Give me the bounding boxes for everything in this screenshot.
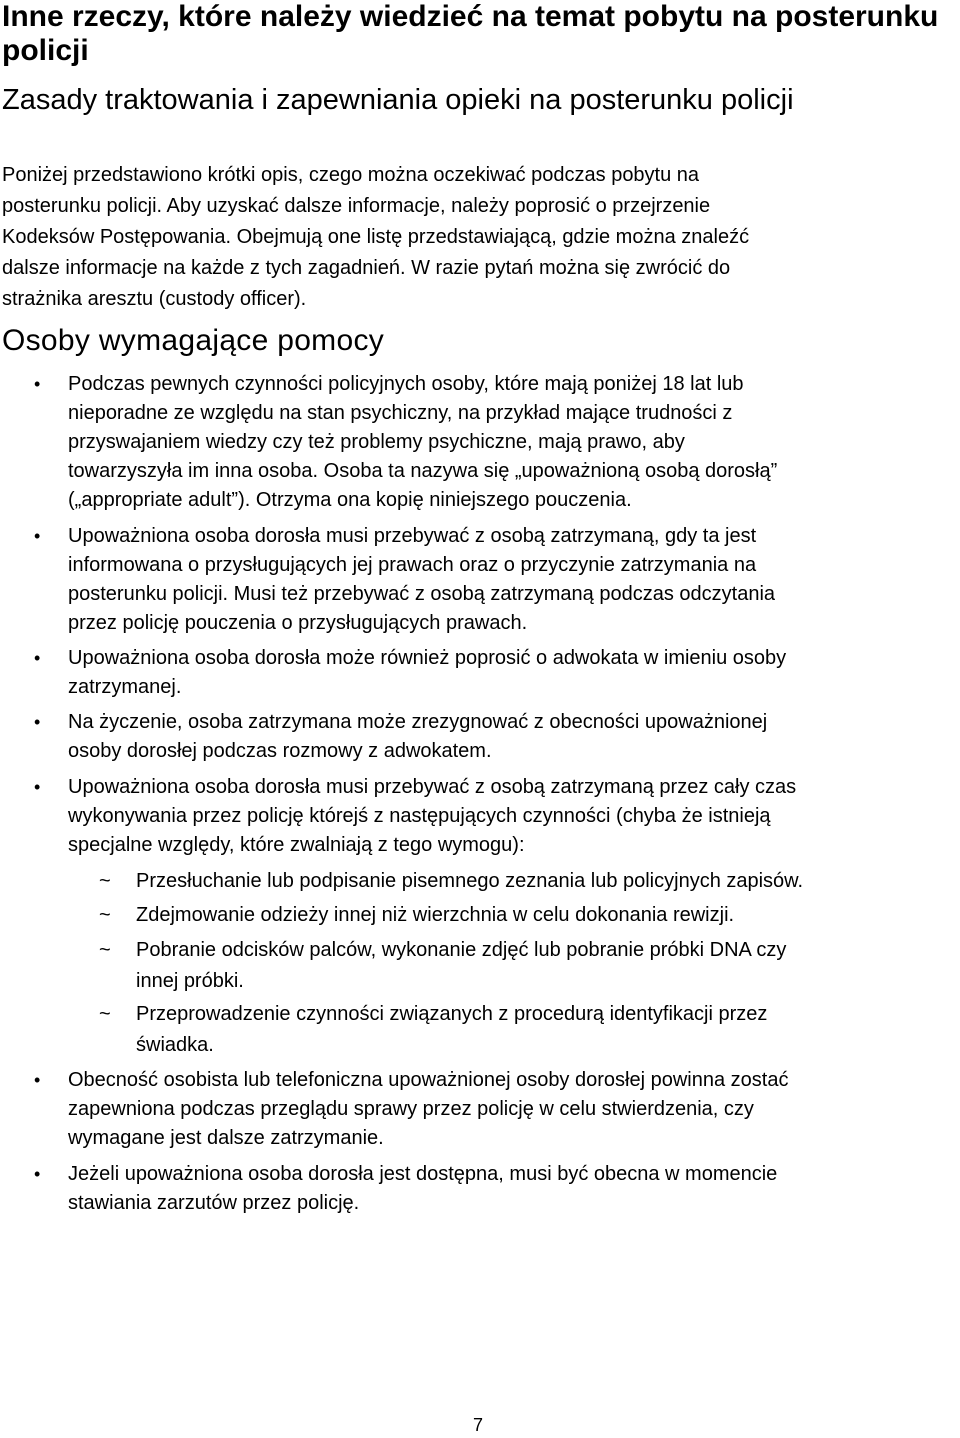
intro-line: posterunku policji. Aby uzyskać dalsze informacje, należy poprosić o przejrzenie xyxy=(2,195,711,217)
list-item-text: Na życzenie, osoba zatrzymana może zrezygnować z obecności upoważnionej osoby dorosłej podczas rozmowy z adwokatem. xyxy=(68,711,768,762)
page-heading: Inne rzeczy, które należy wiedzieć na temat pobytu na posterunku policji xyxy=(2,0,939,67)
list-item-text: Upoważniona osoba dorosła może również poprosić o adwokata w imieniu osoby zatrzymanej. xyxy=(68,647,787,698)
bullet-icon: • xyxy=(34,648,41,668)
sub-list-item-text: Przesłuchanie lub podpisanie pisemnego zeznania lub policyjnych zapisów. xyxy=(136,870,804,892)
bullet-icon: • xyxy=(34,1070,41,1090)
list-item-text: Podczas pewnych czynności policyjnych osoby, które mają poniżej 18 lat lub nieporadne ze względu na stan psychiczny, na przykład mające trudności z przyswajaniem wiedzy czy też problemy psychiczne, mają prawo, aby towarzyszyła im inna osoba. Osoba ta nazywa się „upoważnioną osobą dorosłą” („appropriate adult”). Otrzyma ona kopię niniejszego pouczenia. xyxy=(68,373,778,511)
sub-list-item-text: Pobranie odcisków palców, wykonanie zdjęć lub pobranie próbki DNA czy innej próbki. xyxy=(136,939,787,992)
intro-paragraph xyxy=(2,160,922,315)
sub-list-item-text: Przeprowadzenie czynności związanych z procedurą identyfikacji przez świadka. xyxy=(136,1003,768,1056)
subheading: Zasady traktowania i zapewniania opieki na posterunku policji xyxy=(2,84,794,116)
bullet-icon: • xyxy=(34,526,41,546)
intro-line: strażnika aresztu (custody officer). xyxy=(2,288,307,310)
tilde-bullet-icon: ~ xyxy=(99,870,111,892)
bullet-icon: • xyxy=(34,777,41,797)
bullet-icon: • xyxy=(34,712,41,732)
list-item-text: Obecność osobista lub telefoniczna upoważnionej osoby dorosłej powinna zostać zapewniona podczas przeglądu sprawy przez policję w celu stwierdzenia, czy wymagane jest dalsze zatrzymanie. xyxy=(68,1069,789,1149)
intro-line: Poniżej przedstawiono krótki opis, czego można oczekiwać podczas pobytu na xyxy=(2,164,700,186)
bullet-icon: • xyxy=(34,374,41,394)
page-number: 7 xyxy=(473,1415,484,1435)
tilde-bullet-icon: ~ xyxy=(99,1003,111,1025)
tilde-bullet-icon: ~ xyxy=(99,939,111,961)
section-title: Osoby wymagające pomocy xyxy=(2,324,385,357)
tilde-bullet-icon: ~ xyxy=(99,904,111,926)
intro-line: dalsze informacje na każde z tych zagadnień. W razie pytań można się zwrócić do xyxy=(2,257,731,279)
list-item-text: Upoważniona osoba dorosła musi przebywać z osobą zatrzymaną przez cały czas wykonywania przez policję którejś z następujących czynności (chyba że istnieją specjalne względy, które zwalniają z tego wymogu): xyxy=(68,776,797,856)
list-item-text: Upoważniona osoba dorosła musi przebywać z osobą zatrzymaną, gdy ta jest informowana o przysługujących jej prawach oraz o przyczynie zatrzymania na posterunku policji. Musi też przebywać z osobą zatrzymaną podczas odczytania przez policję pouczenia o przysługujących prawach. xyxy=(68,525,776,634)
bullet-icon: • xyxy=(34,1164,41,1184)
list-item-text: Jeżeli upoważniona osoba dorosła jest dostępna, musi być obecna w momencie stawiania zarzutów przez policję. xyxy=(68,1163,778,1214)
sub-list-item-text: Zdejmowanie odzieży innej niż wierzchnia w celu dokonania rewizji. xyxy=(136,904,735,926)
intro-line: Kodeksów Postępowania. Obejmują one listę przedstawiającą, gdzie można znaleźć xyxy=(2,226,750,248)
